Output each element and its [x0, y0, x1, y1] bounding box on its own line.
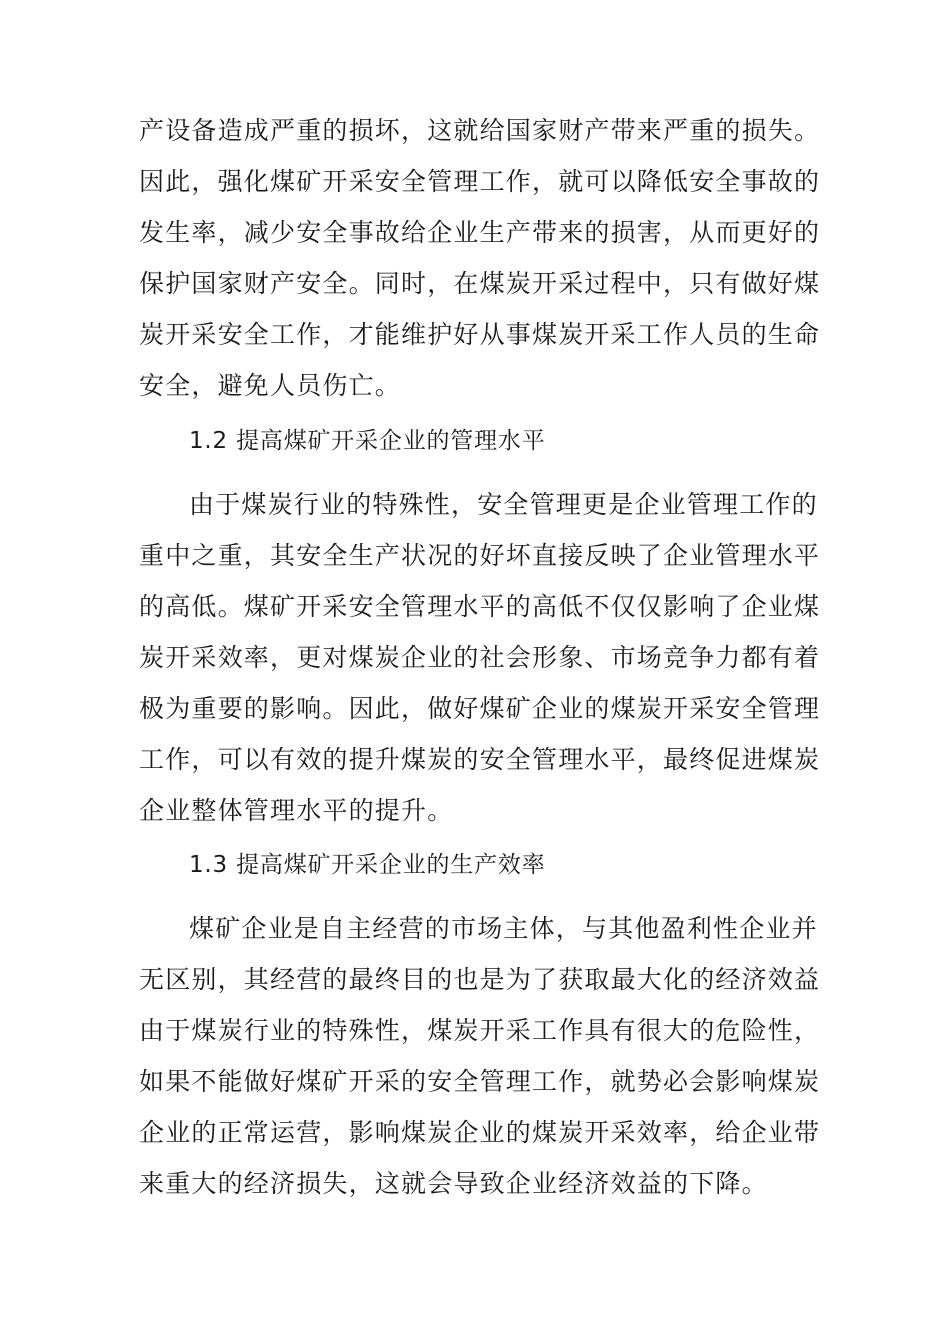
paragraph-line: 来重大的经济损失，这就会导致企业经济效益的下降。: [139, 1169, 768, 1198]
paragraph-line: 无区别，其经营的最终目的也是为了获取最大化的经济效益: [139, 965, 821, 994]
section-heading-1-3: 1.3 提高煤矿开采企业的生产效率: [189, 852, 546, 878]
paragraph-line: 企业的正常运营，影响煤炭企业的煤炭开采效率，给企业带: [139, 1118, 821, 1147]
paragraph-line: 如果不能做好煤矿开采的安全管理工作，就势必会影响煤炭: [139, 1067, 821, 1096]
paragraph-line: 由于煤炭行业的特殊性，安全管理更是企业管理工作的: [189, 490, 818, 519]
paragraph-line: 炭开采安全工作，才能维护好从事煤炭开采工作人员的生命: [139, 320, 821, 349]
paragraph-line: 炭开采效率，更对煤炭企业的社会形象、市场竞争力都有着: [139, 643, 821, 672]
paragraph-line: 由于煤炭行业的特殊性，煤炭开采工作具有很大的危险性，: [139, 1016, 821, 1045]
paragraph-line: 工作，可以有效的提升煤炭的安全管理水平，最终促进煤炭: [139, 745, 821, 774]
paragraph-line: 煤矿企业是自主经营的市场主体，与其他盈利性企业并: [189, 914, 818, 943]
paragraph-line: 的高低。煤矿开采安全管理水平的高低不仅仅影响了企业煤: [139, 592, 821, 621]
paragraph-line: 重中之重，其安全生产状况的好坏直接反映了企业管理水平: [139, 541, 821, 570]
paragraph-line: 极为重要的影响。因此，做好煤矿企业的煤炭开采安全管理: [139, 694, 821, 723]
paragraph-line: 安全，避免人员伤亡。: [139, 371, 402, 400]
paragraph-line: 因此，强化煤矿开采安全管理工作，就可以降低安全事故的: [139, 167, 821, 196]
paragraph-line: 产设备造成严重的损坏，这就给国家财产带来严重的损失。: [139, 116, 821, 145]
paragraph-line: 发生率，减少安全事故给企业生产带来的损害，从而更好的: [139, 218, 821, 247]
section-heading-1-2: 1.2 提高煤矿开采企业的管理水平: [189, 428, 546, 454]
paragraph-line: 保护国家财产安全。同时，在煤炭开采过程中，只有做好煤: [139, 269, 821, 298]
paragraph-line: 企业整体管理水平的提升。: [139, 796, 454, 825]
